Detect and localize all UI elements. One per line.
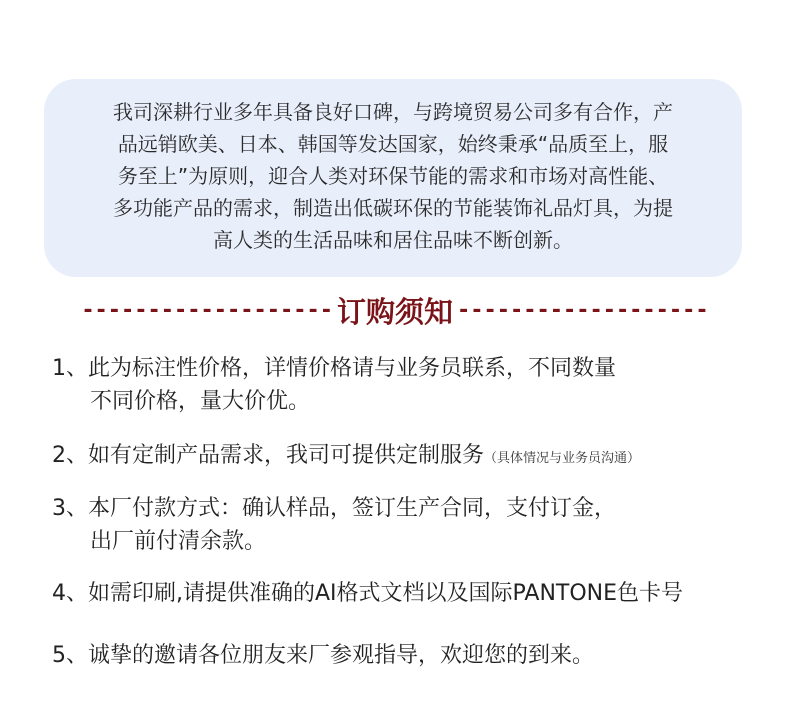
notice-text-continued: 出厂前付清余款。 <box>90 529 267 554</box>
notice-item <box>52 492 782 558</box>
notice-item <box>52 639 782 672</box>
divider-right-dashes: ------------------- <box>457 297 709 323</box>
notice-item <box>52 439 782 475</box>
notice-text: 3、本厂付款方式：确认样品，签订生产合同，支付订金， <box>52 496 616 521</box>
notice-text: 5、诚挚的邀请各位朋友来厂参观指导，欢迎您的到来。 <box>52 643 594 668</box>
intro-line: 务至上”为原则，迎合人类对环保节能的需求和市场对高性能、 <box>117 164 669 188</box>
notice-text: 4、如需印刷,请提供准确的AI格式文档以及国际PANTONE色卡号 <box>52 581 684 606</box>
section-title: 订购须知 <box>336 294 453 329</box>
section-divider <box>0 288 790 332</box>
notice-note: （具体情况与业务员沟通） <box>484 451 641 466</box>
intro-line: 多功能产品的需求，制造出低碳环保的节能装饰礼品灯具，为提 <box>113 196 673 220</box>
intro-line: 我司深耕行业多年具备良好口碑，与跨境贸易公司多有合作，产 <box>113 100 673 124</box>
divider-left-dashes: ------------------- <box>81 297 333 323</box>
notice-text: 1、此为标注性价格，详情价格请与业务员联系，不同数量 <box>52 356 616 381</box>
company-intro-box <box>44 79 742 277</box>
notice-item <box>52 352 782 418</box>
intro-line: 高人类的生活品味和居住品味不断创新。 <box>213 228 573 252</box>
notice-item <box>52 577 782 610</box>
notice-text-continued: 不同价格，量大价优。 <box>90 389 311 414</box>
notice-text: 2、如有定制产品需求，我司可提供定制服务 <box>52 443 484 468</box>
intro-line: 品远销欧美、日本、韩国等发达国家，始终秉承“品质至上，服 <box>117 132 669 156</box>
